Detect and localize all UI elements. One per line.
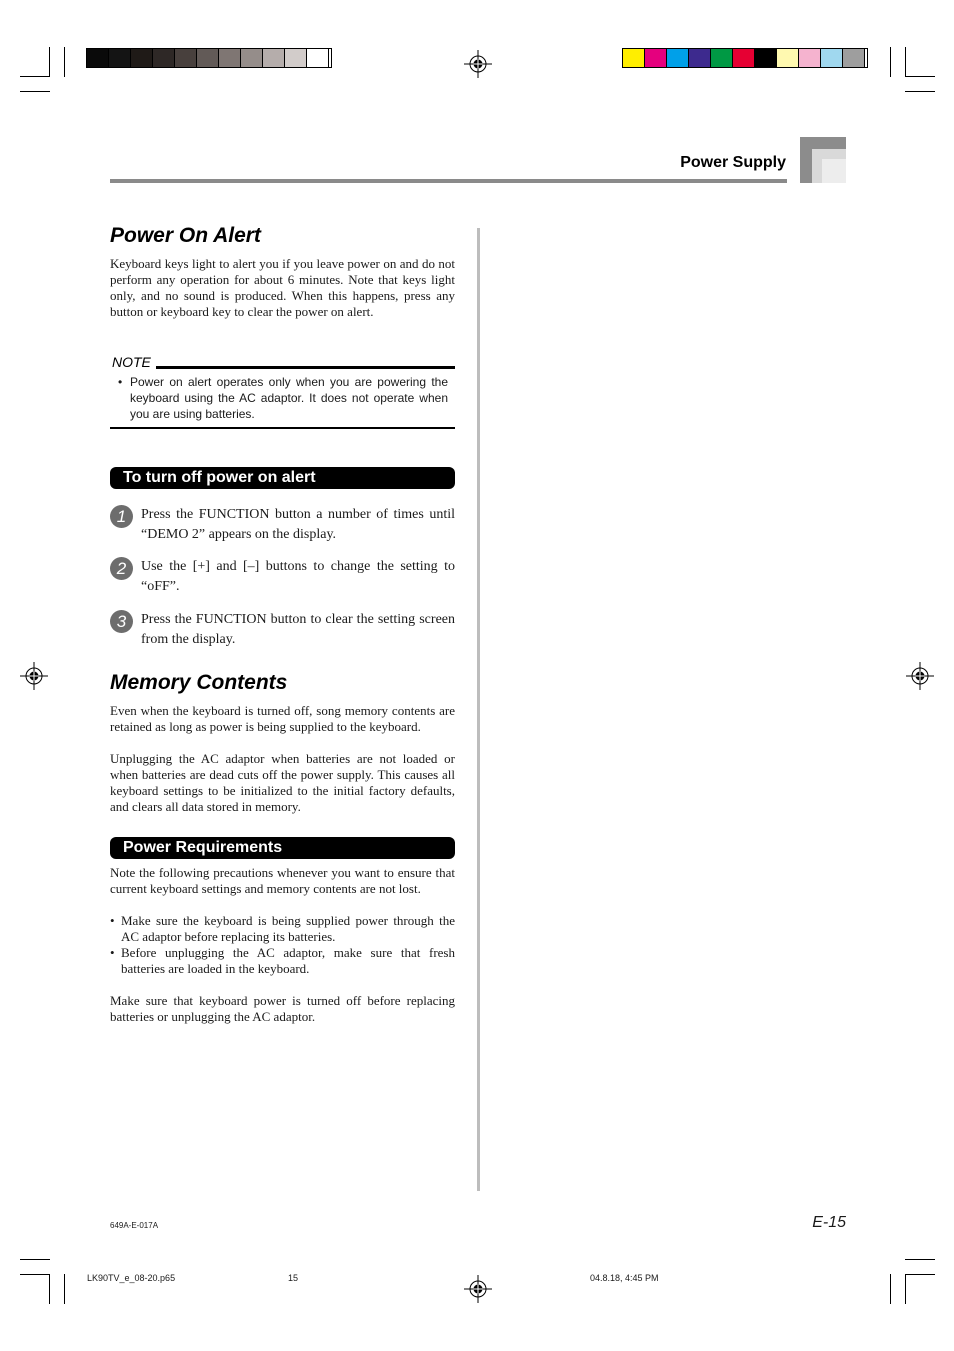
note-content — [118, 374, 448, 422]
header-rule — [110, 179, 787, 183]
crop-mark — [20, 76, 50, 77]
crop-mark — [64, 47, 65, 77]
registration-mark-icon — [464, 50, 492, 78]
crop-mark — [905, 47, 906, 77]
color-swatch — [821, 49, 843, 67]
crop-mark — [905, 1274, 935, 1275]
memory-contents-paragraph-2: Unplugging the AC adaptor when batteries are not loaded or when batteries are dead cuts off the power supply. This causes all keyboard settings to be initialized to the initial factory defaults, and clears all data stored in memory. — [110, 751, 455, 814]
color-swatch — [755, 49, 777, 67]
crop-mark — [905, 1259, 935, 1260]
running-header: Power Supply — [680, 154, 786, 171]
step-number-badge: 2 — [110, 557, 133, 580]
bullet-marker: • — [118, 375, 123, 389]
crop-mark — [890, 1274, 891, 1304]
color-swatch — [667, 49, 689, 67]
color-swatch — [197, 49, 219, 67]
crop-mark — [890, 47, 891, 77]
power-on-alert-paragraph: Keyboard keys light to alert you if you leave power on and do not perform any operation for about 6 minutes. Note that keys light only, and no sound is produced. When this happens, press any button or keyboard key to clear the power on alert. — [110, 256, 455, 319]
power-requirements-intro: Note the following precautions whenever you want to ensure that current keyboard settings and memory contents are not lost. — [110, 865, 455, 896]
step-number-badge: 1 — [110, 505, 133, 528]
color-swatch — [285, 49, 307, 67]
step-text: Use the [+] and [–] buttons to change the setting to “oFF”. — [141, 559, 455, 594]
color-swatch — [263, 49, 285, 67]
color-swatch — [153, 49, 175, 67]
color-swatch — [645, 49, 667, 67]
list-item — [110, 913, 455, 945]
page-number: E-15 — [812, 1214, 846, 1231]
memory-contents-paragraph-1: Even when the keyboard is turned off, song memory contents are retained as long as power is being supplied to the keyboard. — [110, 703, 455, 734]
crop-mark — [905, 1274, 906, 1304]
crop-mark — [64, 1274, 65, 1304]
color-swatch — [175, 49, 197, 67]
color-swatch — [623, 49, 645, 67]
registration-mark-icon — [464, 1275, 492, 1303]
color-swatch — [711, 49, 733, 67]
crop-mark — [905, 76, 935, 77]
note-label: NOTE — [112, 354, 151, 370]
process-color-bar — [622, 48, 868, 68]
step-text: Press the FUNCTION button to clear the setting screen from the display. — [141, 612, 455, 647]
list-item-text: Before unplugging the AC adaptor, make sure that fresh batteries are loaded in the keyboard. — [121, 945, 455, 976]
document-code: 649A-E-017A — [110, 1221, 159, 1230]
slug-filename: LK90TV_e_08-20.p65 — [87, 1273, 176, 1283]
color-swatch — [131, 49, 153, 67]
power-requirements-list — [110, 913, 455, 977]
section-title-memory-contents: Memory Contents — [110, 671, 288, 694]
bullet-marker: • — [110, 945, 115, 960]
crop-mark — [20, 1259, 50, 1260]
color-swatch — [219, 49, 241, 67]
color-swatch — [799, 49, 821, 67]
subsection-title-turn-off-alert: To turn off power on alert — [110, 467, 455, 489]
subsection-title-power-requirements: Power Requirements — [110, 837, 455, 859]
power-requirements-closing: Make sure that keyboard power is turned off before replacing batteries or unplugging the AC adaptor. — [110, 993, 455, 1024]
list-item-text: Make sure the keyboard is being supplied power through the AC adaptor before replacing its batteries. — [121, 913, 455, 944]
crop-mark — [49, 1274, 50, 1304]
slug-page: 15 — [288, 1273, 299, 1283]
bullet-marker: • — [110, 913, 115, 928]
color-swatch — [241, 49, 263, 67]
step-text: Press the FUNCTION button a number of times until “DEMO 2” appears on the display. — [141, 507, 455, 542]
section-title-power-on-alert: Power On Alert — [110, 224, 261, 247]
crop-mark — [905, 91, 935, 92]
color-swatch — [307, 49, 329, 67]
grayscale-color-bar — [86, 48, 332, 68]
list-item — [110, 945, 455, 977]
registration-mark-icon — [906, 662, 934, 690]
registration-mark-icon — [20, 662, 48, 690]
color-swatch — [777, 49, 799, 67]
color-swatch — [87, 49, 109, 67]
color-swatch — [109, 49, 131, 67]
color-swatch — [843, 49, 865, 67]
column-divider — [477, 228, 480, 1191]
note-text: Power on alert operates only when you are powering the keyboard using the AC adaptor. It does not operate when you are using batteries. — [130, 375, 448, 421]
crop-mark — [20, 91, 50, 92]
note-rule-top — [156, 366, 455, 369]
crop-mark — [49, 47, 50, 77]
note-rule-bottom — [110, 427, 455, 429]
crop-mark — [20, 1274, 50, 1275]
color-swatch — [689, 49, 711, 67]
step-number-badge: 3 — [110, 610, 133, 633]
slug-date: 04.8.18, 4:45 PM — [590, 1273, 659, 1283]
color-swatch — [733, 49, 755, 67]
corner-tab-decoration — [822, 159, 846, 183]
